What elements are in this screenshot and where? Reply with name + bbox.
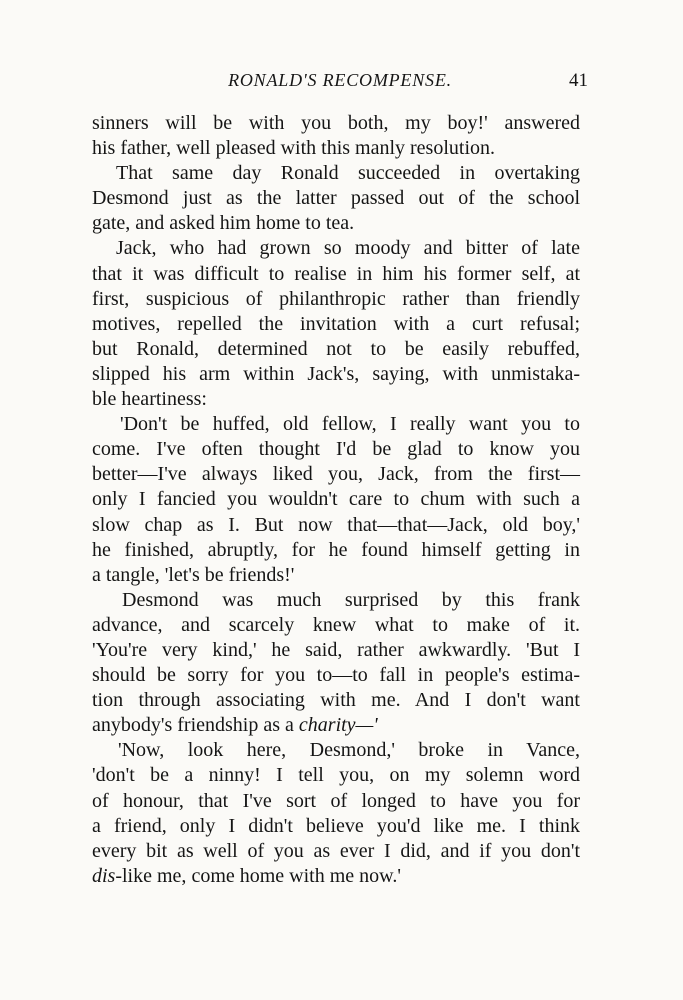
text-line: gate, and asked him home to tea. xyxy=(92,212,355,235)
page-header xyxy=(92,70,588,96)
text-line: better—I've always liked you, Jack, from the first— xyxy=(92,463,580,486)
text-line: a tangle, 'let's be friends!' xyxy=(92,563,295,586)
text-line: first, suspicious of philanthropic rather than friendly xyxy=(92,287,580,310)
text-line: 'Now, look here, Desmond,' broke in Vance, xyxy=(118,739,580,762)
body-text xyxy=(92,111,580,889)
text-line: that it was difficult to realise in him his former self, at xyxy=(92,262,580,285)
text-line: he finished, abruptly, for he found himself getting in xyxy=(92,538,580,561)
text-fragment: come home with me now.' xyxy=(186,864,401,887)
text-line xyxy=(92,864,580,889)
text-line: sinners will be with you both, my boy!' answered xyxy=(92,112,580,134)
text-fragment: -like me, xyxy=(115,864,187,887)
italic-charity: charity—' xyxy=(298,714,378,737)
text-line: come. I've often thought I'd be glad to know you xyxy=(92,438,580,461)
text-line: only I fancied you wouldn't care to chum with such a xyxy=(92,488,580,511)
text-line: of honour, that I've sort of longed to have you for xyxy=(92,789,580,812)
text-line: 'You're very kind,' he said, rather awkwardly. 'But I xyxy=(92,638,580,661)
text-line: ble heartiness: xyxy=(92,388,207,411)
text-line: should be sorry for you to—to fall in people's estima- xyxy=(92,664,580,687)
text-line: tion through associating with me. And I don't want xyxy=(92,689,580,712)
text-line: his father, well pleased with this manly resolution. xyxy=(92,137,496,160)
text-line: 'don't be a ninny! I tell you, on my solemn word xyxy=(92,764,580,787)
text-line: Jack, who had grown so moody and bitter of late xyxy=(116,237,580,260)
text-fragment: anybody's friendship as a xyxy=(92,714,299,737)
text-line: a friend, only I didn't believe you'd like me. I think xyxy=(92,814,580,837)
running-head: RONALD'S RECOMPENSE. xyxy=(228,70,452,90)
text-line: Desmond just as the latter passed out of the school xyxy=(92,187,580,210)
italic-dis: dis xyxy=(92,864,116,887)
text-line: every bit as well of you as ever I did, and if you don't xyxy=(92,839,580,862)
text-line: 'Don't be huffed, old fellow, I really want you to xyxy=(120,413,580,436)
text-line: slipped his arm within Jack's, saying, with unmistaka- xyxy=(92,362,580,385)
text-line: slow chap as I. But now that—that—Jack, old boy,' xyxy=(92,513,580,536)
text-line: but Ronald, determined not to be easily rebuffed, xyxy=(92,337,580,360)
text-line: advance, and scarcely knew what to make of it. xyxy=(92,613,580,636)
text-line: That same day Ronald succeeded in overtaking xyxy=(116,162,580,185)
text-line: motives, repelled the invitation with a curt refusal; xyxy=(92,312,580,335)
page-number: 41 xyxy=(569,70,588,91)
text-line xyxy=(92,713,580,738)
text-line: Desmond was much surprised by this frank xyxy=(122,588,580,611)
